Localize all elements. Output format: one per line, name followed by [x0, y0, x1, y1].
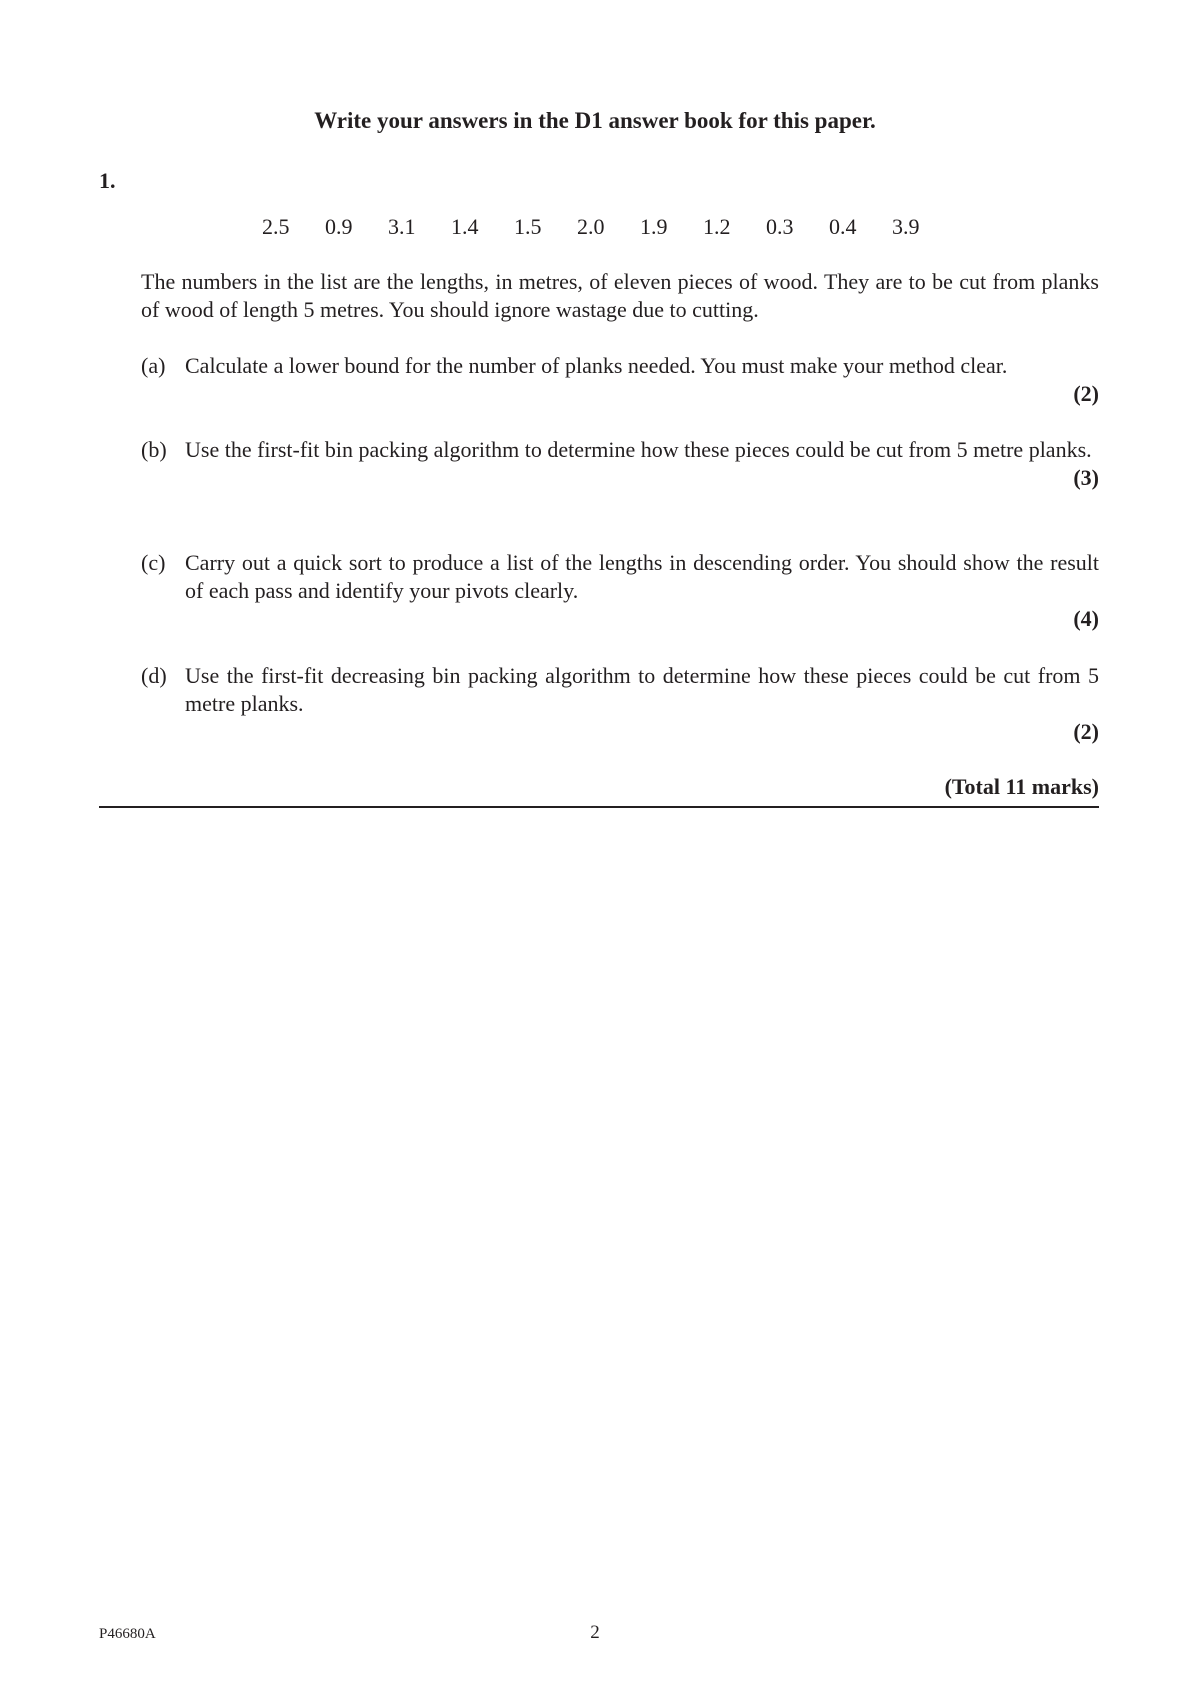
length-value: 1.2 [703, 214, 731, 239]
paper-code: P46680A [99, 1626, 156, 1642]
part-marks: (2) [1073, 381, 1099, 406]
length-value: 0.4 [829, 214, 857, 239]
part-marks: (2) [1073, 719, 1099, 744]
part-text: Use the first-fit bin packing algorithm to determine how these pieces could be cut from 5 metre planks. [185, 437, 1092, 462]
part-text: Carry out a quick sort to produce a list of the lengths in descending order. You should show the result of each pass and identify your pivots clearly. [185, 550, 1099, 603]
question-number: 1. [99, 168, 116, 193]
part-c [141, 549, 1099, 633]
length-value: 1.9 [640, 214, 668, 239]
length-value: 2.0 [577, 214, 605, 239]
part-text: Use the first-fit decreasing bin packing algorithm to determine how these pieces could be cut from 5 metre planks. [185, 663, 1099, 716]
length-value: 2.5 [262, 214, 290, 239]
length-value: 3.9 [892, 214, 920, 239]
length-value: 0.3 [766, 214, 794, 239]
part-label: (b) [141, 437, 167, 462]
part-label: (d) [141, 663, 167, 688]
question-divider [99, 806, 1099, 808]
length-value: 3.1 [388, 214, 416, 239]
part-a [141, 352, 1099, 408]
question-intro: The numbers in the list are the lengths, in metres, of eleven pieces of wood. They are to be cut from planks of wood of length 5 metres. You should ignore wastage due to cutting. [141, 269, 1099, 322]
total-marks: (Total 11 marks) [944, 774, 1099, 799]
length-value: 1.4 [451, 214, 479, 239]
part-b [141, 436, 1099, 492]
part-d [141, 662, 1099, 746]
lengths-list [262, 214, 955, 240]
page-number: 2 [590, 1622, 600, 1643]
part-label: (c) [141, 550, 166, 575]
part-label: (a) [141, 353, 166, 378]
length-value: 0.9 [325, 214, 353, 239]
page-instruction: Write your answers in the D1 answer book for this paper. [314, 108, 876, 133]
part-text: Calculate a lower bound for the number of planks needed. You must make your method clear. [185, 353, 1008, 378]
part-marks: (3) [1073, 465, 1099, 490]
part-marks: (4) [1073, 606, 1099, 631]
length-value: 1.5 [514, 214, 542, 239]
